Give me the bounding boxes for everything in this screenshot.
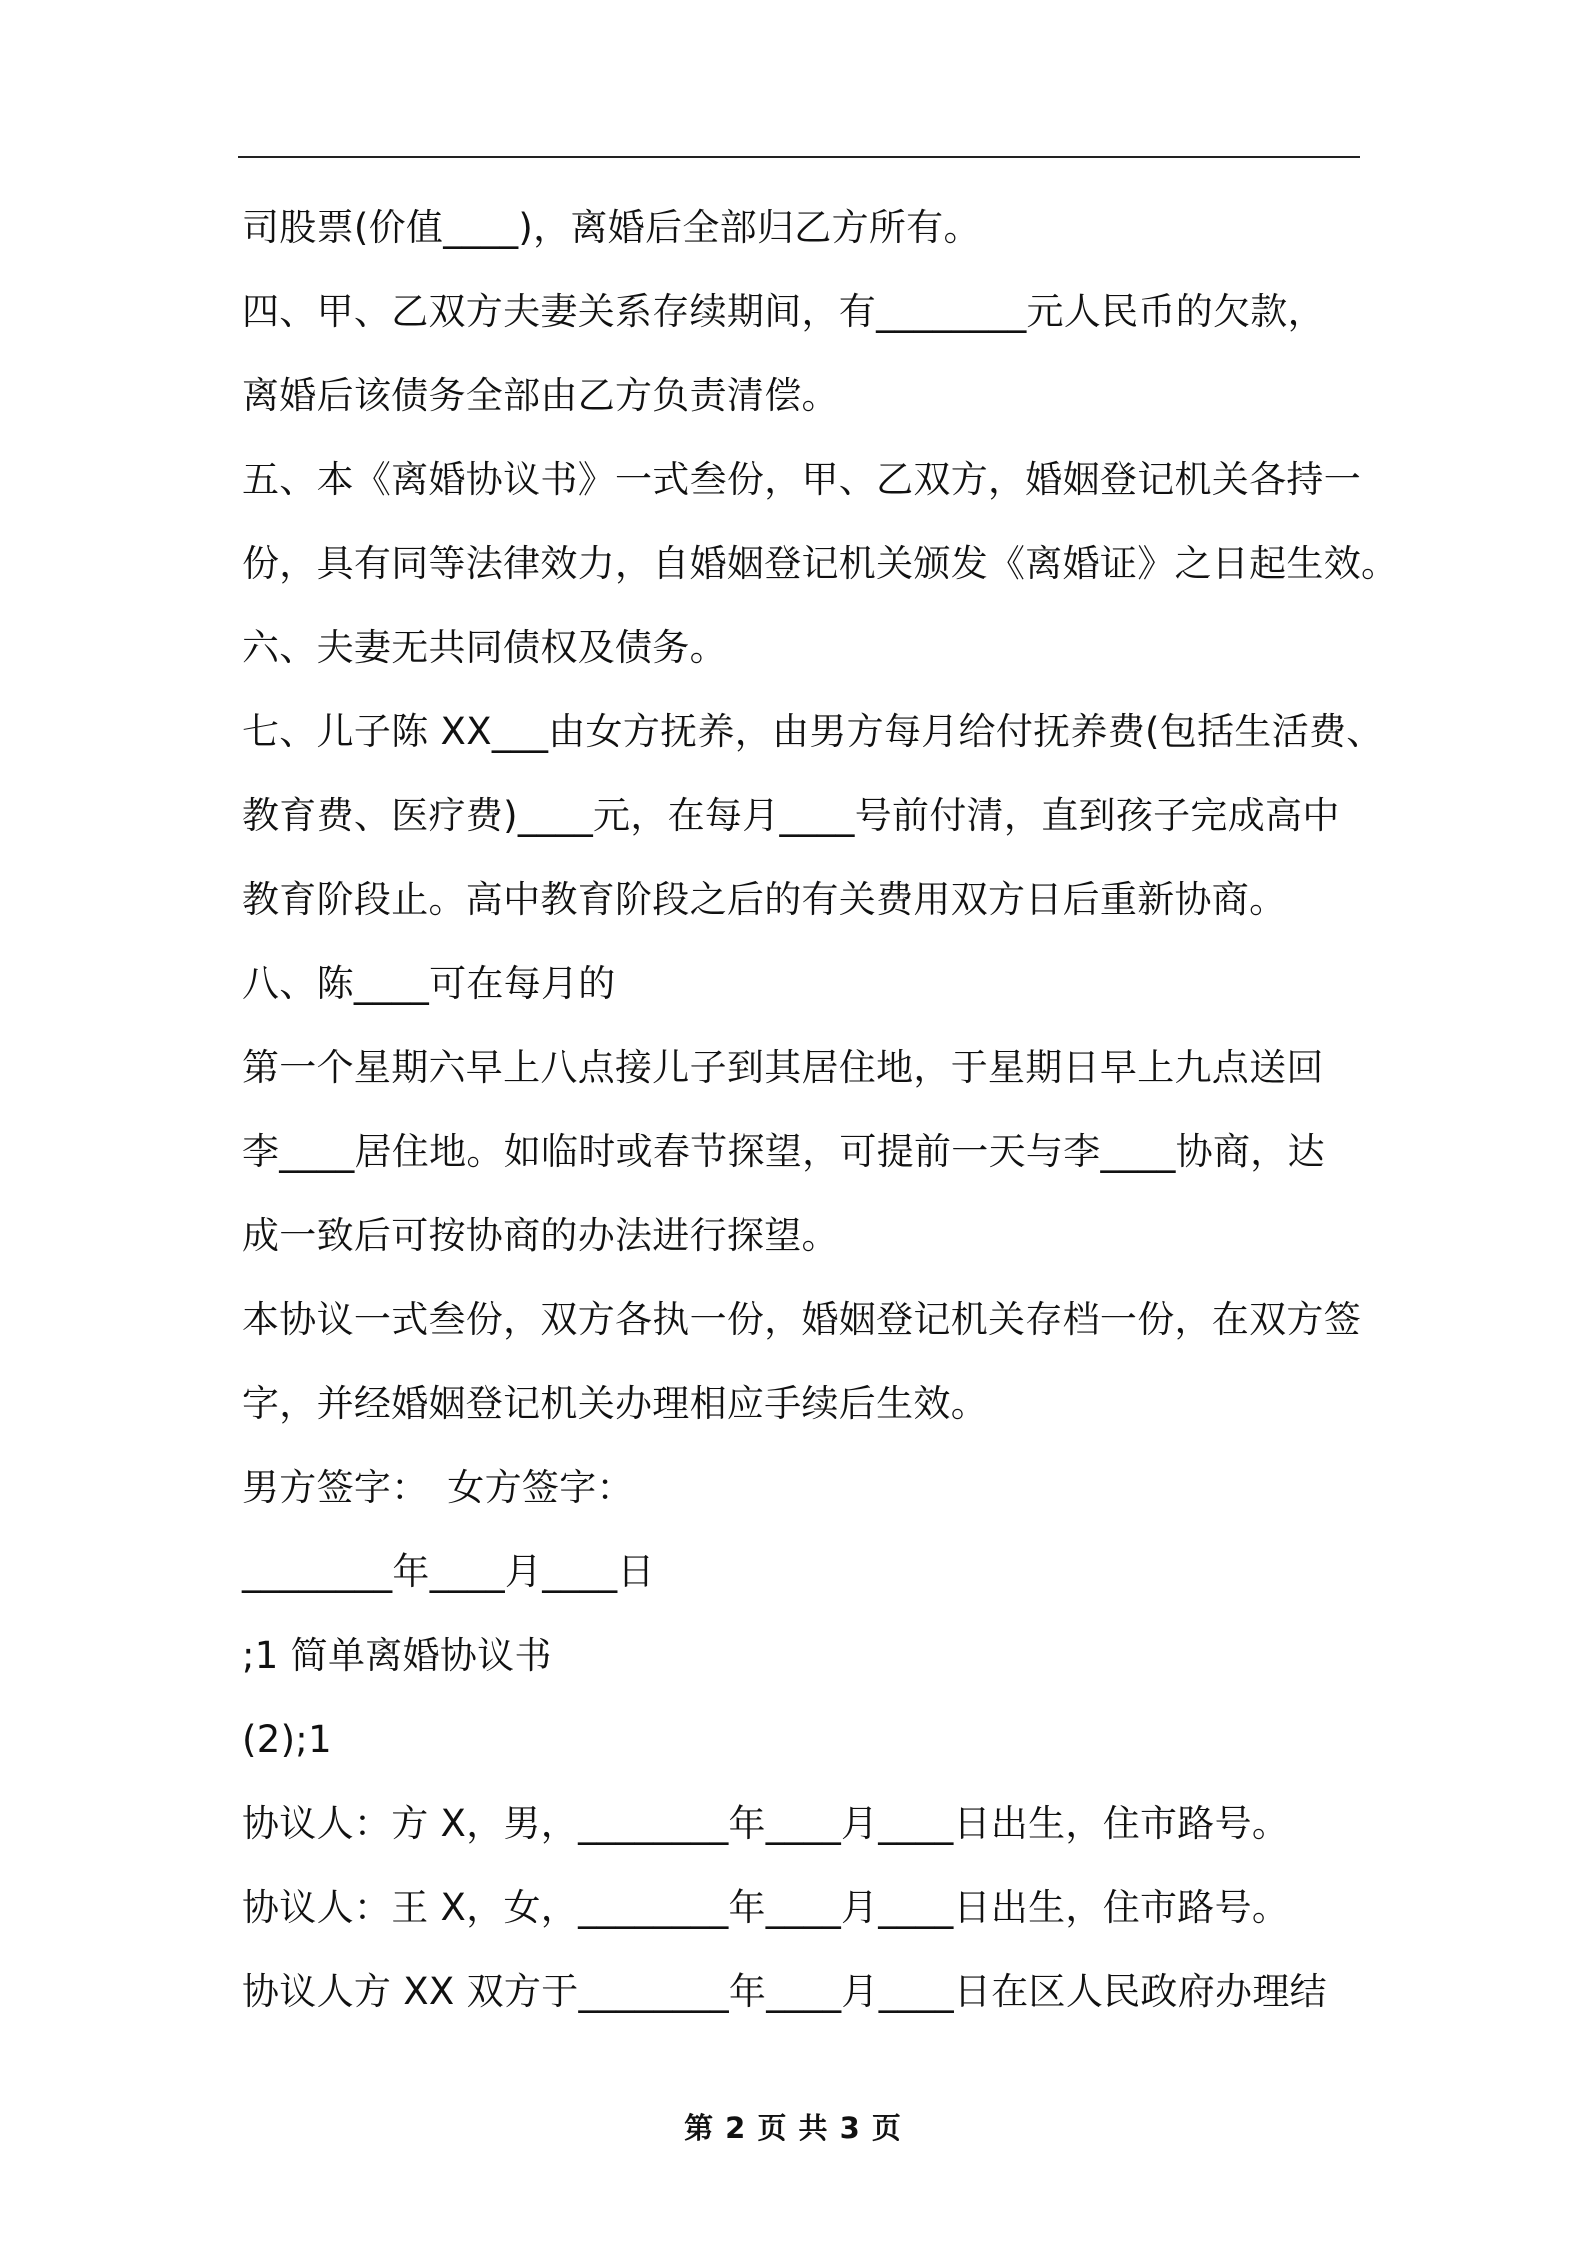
text-line: 份，具有同等法律效力，自婚姻登记机关颁发《离婚证》之日起生效。	[242, 542, 1399, 585]
text-line: 协议人：方 X，男，________年____月____日出生，住市路号。	[242, 1802, 1290, 1845]
text-line: 字，并经婚姻登记机关办理相应手续后生效。	[242, 1382, 988, 1425]
text-line: 七、儿子陈 XX___由女方抚养，由男方每月给付抚养费(包括生活费、	[242, 710, 1384, 753]
text-line: 成一致后可按协商的办法进行探望。	[242, 1214, 839, 1257]
text-line: 八、陈____可在每月的	[242, 962, 616, 1005]
text-line: 教育阶段止。高中教育阶段之后的有关费用双方日后重新协商。	[242, 878, 1287, 921]
text-line: 男方签字： 女方签字：	[242, 1466, 634, 1509]
text-line: 第一个星期六早上八点接儿子到其居住地，于星期日早上九点送回	[242, 1046, 1324, 1089]
document-body	[242, 186, 1399, 2034]
page-number: 第 2 页 共 3 页	[684, 2111, 902, 2145]
text-line: 本协议一式叁份，双方各执一份，婚姻登记机关存档一份，在双方签	[242, 1298, 1361, 1341]
text-line: (2);1	[242, 1718, 332, 1761]
text-line: 教育费、医疗费)____元，在每月____号前付清，直到孩子完成高中	[242, 794, 1340, 837]
text-line: 离婚后该债务全部由乙方负责清偿。	[242, 374, 839, 417]
text-line: ;1 简单离婚协议书	[242, 1634, 552, 1677]
text-line: ________年____月____日	[242, 1550, 655, 1593]
text-line: 四、甲、乙双方夫妻关系存续期间，有________元人民币的欠款，	[242, 290, 1325, 333]
text-line: 六、夫妻无共同债权及债务。	[242, 626, 727, 669]
header-rule	[238, 156, 1360, 158]
text-line: 协议人方 XX 双方于________年____月____日在区人民政府办理结	[242, 1970, 1327, 2013]
text-line: 协议人：王 X，女，________年____月____日出生，住市路号。	[242, 1886, 1290, 1929]
text-line: 司股票(价值____)，离婚后全部归乙方所有。	[242, 206, 981, 249]
text-line: 李____居住地。如临时或春节探望，可提前一天与李____协商，达	[242, 1130, 1325, 1173]
text-line: 五、本《离婚协议书》一式叁份，甲、乙双方，婚姻登记机关各持一	[242, 458, 1361, 501]
